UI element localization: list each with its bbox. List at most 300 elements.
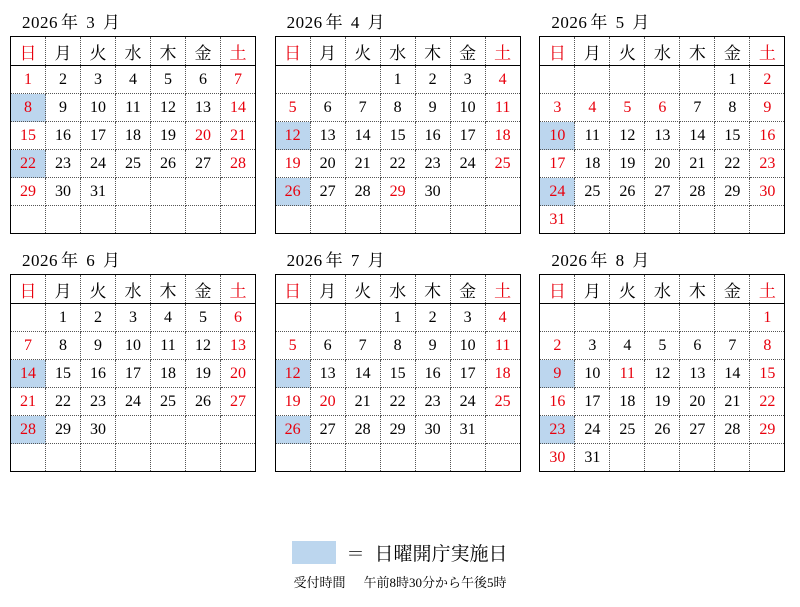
calendar-day-cell: 13 [645,122,680,150]
calendar-day-cell: 5 [275,94,310,122]
calendar-empty-cell [46,206,81,234]
calendar-empty-cell [645,206,680,234]
calendar-empty-cell [310,206,345,234]
calendar-day-cell: 10 [81,94,116,122]
calendar-day-cell: 28 [715,416,750,444]
calendar-month-2026-3 [10,6,256,234]
calendar-week-row [275,206,520,234]
calendar-day-cell: 30 [415,416,450,444]
calendar-month-2026-6 [10,244,256,472]
calendar-week-row [540,388,785,416]
calendar-empty-cell [750,444,785,472]
calendar-week-row [540,360,785,388]
calendar-day-cell: 22 [46,388,81,416]
weekday-header-cell: 土 [750,37,785,66]
calendar-day-cell: 14 [680,122,715,150]
calendar-day-cell: 25 [485,388,520,416]
calendar-year-suffix: 年 [325,251,344,270]
calendar-day-cell: 15 [11,122,46,150]
calendar-day-cell: 4 [485,304,520,332]
calendar-empty-cell [715,444,750,472]
weekday-header-cell: 月 [46,37,81,66]
weekday-header-cell: 火 [81,37,116,66]
weekday-header-cell: 水 [116,37,151,66]
calendar-day-cell: 29 [750,416,785,444]
calendar-week-row [540,122,785,150]
calendar-day-cell: 26 [275,416,310,444]
calendar-day-cell: 8 [750,332,785,360]
calendar-empty-cell [116,444,151,472]
calendar-empty-cell [715,206,750,234]
calendar-day-cell: 4 [575,94,610,122]
calendar-day-cell: 20 [310,388,345,416]
calendar-week-row [540,150,785,178]
weekday-header-cell: 日 [11,37,46,66]
calendar-day-cell: 18 [485,360,520,388]
calendar-empty-cell [540,66,575,94]
calendar-empty-cell [380,206,415,234]
calendar-day-cell: 16 [81,360,116,388]
calendar-day-cell: 19 [275,150,310,178]
calendar-day-cell: 25 [575,178,610,206]
calendar-day-cell: 11 [485,332,520,360]
calendar-day-cell: 2 [46,66,81,94]
calendar-day-cell: 4 [485,66,520,94]
calendar-month-title [10,6,256,36]
calendar-day-cell: 15 [46,360,81,388]
calendar-day-cell: 19 [186,360,221,388]
calendar-day-cell: 9 [46,94,81,122]
calendar-day-cell: 11 [116,94,151,122]
calendar-day-cell: 5 [645,332,680,360]
weekday-header-cell: 金 [450,275,485,304]
calendar-empty-cell [275,66,310,94]
calendar-empty-cell [275,304,310,332]
calendar-day-cell: 3 [450,66,485,94]
calendar-week-row [11,388,256,416]
weekday-header-cell: 日 [275,275,310,304]
calendar-empty-cell [645,66,680,94]
calendar-day-cell: 8 [715,94,750,122]
calendar-day-cell: 15 [715,122,750,150]
calendar-day-cell: 7 [11,332,46,360]
calendar-day-cell: 23 [750,150,785,178]
calendar-month-title [10,244,256,274]
calendar-empty-cell [485,206,520,234]
calendar-day-cell: 27 [310,416,345,444]
calendar-table [275,36,521,234]
calendar-day-cell: 10 [540,122,575,150]
weekday-header-cell: 木 [151,275,186,304]
calendar-empty-cell [575,304,610,332]
calendar-day-cell: 30 [415,178,450,206]
calendar-day-cell: 18 [116,122,151,150]
weekday-header-cell: 土 [221,275,256,304]
calendar-empty-cell [575,66,610,94]
calendar-day-cell: 24 [81,150,116,178]
legend-label: 日曜開庁実施日 [374,544,508,565]
calendar-empty-cell [750,206,785,234]
calendar-day-cell: 10 [116,332,151,360]
calendar-empty-cell [116,206,151,234]
weekday-header-cell: 水 [380,37,415,66]
calendar-empty-cell [645,304,680,332]
calendar-empty-cell [380,444,415,472]
calendar-day-cell: 7 [345,94,380,122]
calendar-week-row [540,94,785,122]
calendar-empty-cell [575,206,610,234]
calendar-day-cell: 18 [575,150,610,178]
calendar-year-suffix: 年 [325,13,344,32]
calendar-month-title [275,6,521,36]
calendar-month-value: 3 [86,13,96,32]
weekday-header-cell: 土 [485,37,520,66]
calendar-day-cell: 27 [645,178,680,206]
calendar-day-cell: 31 [540,206,575,234]
calendar-empty-cell [415,206,450,234]
calendar-table [539,274,785,472]
calendar-day-cell: 19 [610,150,645,178]
weekday-header-cell: 木 [680,275,715,304]
weekday-header-cell: 水 [645,275,680,304]
calendar-day-cell: 12 [645,360,680,388]
calendar-week-row [275,122,520,150]
calendar-day-cell: 22 [11,150,46,178]
calendar-day-cell: 6 [680,332,715,360]
calendar-year-suffix: 年 [61,13,79,32]
calendar-empty-cell [221,416,256,444]
calendar-month-value: 5 [615,13,625,32]
calendar-day-cell: 8 [46,332,81,360]
weekday-header-cell: 火 [345,275,380,304]
calendar-day-cell: 26 [151,150,186,178]
calendar-year-value: 2026 [286,13,323,32]
calendar-day-cell: 21 [680,150,715,178]
calendar-empty-cell [151,206,186,234]
calendar-day-cell: 20 [645,150,680,178]
calendar-day-cell: 18 [485,122,520,150]
calendar-month-suffix: 月 [103,251,121,270]
calendar-day-cell: 19 [275,388,310,416]
calendar-empty-cell [610,444,645,472]
calendar-empty-cell [116,178,151,206]
calendar-day-cell: 2 [540,332,575,360]
calendar-empty-cell [680,206,715,234]
weekday-header-cell: 水 [380,275,415,304]
weekday-header-cell: 火 [81,275,116,304]
legend-note-value: 午前8時30分から午後5時 [363,575,507,590]
calendar-day-cell: 8 [380,332,415,360]
calendar-week-row [275,332,520,360]
calendar-day-cell: 27 [310,178,345,206]
weekday-header-cell: 月 [310,37,345,66]
calendar-day-cell: 5 [610,94,645,122]
calendar-day-cell: 3 [450,304,485,332]
weekday-header-cell: 火 [610,275,645,304]
weekday-header-cell: 月 [310,275,345,304]
calendar-day-cell: 28 [345,178,380,206]
calendar-day-cell: 14 [715,360,750,388]
calendar-empty-cell [81,206,116,234]
calendar-week-row [540,444,785,472]
calendar-day-cell: 28 [221,150,256,178]
calendar-empty-cell [610,66,645,94]
calendar-day-cell: 15 [380,360,415,388]
calendar-empty-cell [540,304,575,332]
calendar-day-cell: 24 [116,388,151,416]
calendar-empty-cell [715,304,750,332]
legend-note [0,572,800,591]
calendar-empty-cell [345,304,380,332]
calendar-day-cell: 12 [610,122,645,150]
weekday-header-cell: 木 [680,37,715,66]
calendar-day-cell: 26 [610,178,645,206]
calendar-empty-cell [485,444,520,472]
calendar-day-cell: 9 [81,332,116,360]
calendar-day-cell: 10 [450,94,485,122]
calendar-day-cell: 20 [186,122,221,150]
calendar-week-row [275,150,520,178]
calendar-empty-cell [345,444,380,472]
calendar-empty-cell [310,66,345,94]
calendar-day-cell: 17 [116,360,151,388]
weekday-header-cell: 木 [415,275,450,304]
calendar-empty-cell [186,178,221,206]
calendar-day-cell: 31 [450,416,485,444]
calendar-day-cell: 10 [450,332,485,360]
calendar-day-cell: 23 [415,388,450,416]
calendar-day-cell: 7 [345,332,380,360]
calendar-day-cell: 15 [750,360,785,388]
calendar-day-cell: 1 [750,304,785,332]
calendar-day-cell: 23 [81,388,116,416]
calendar-week-row [11,66,256,94]
weekday-header-cell: 火 [610,37,645,66]
calendar-day-cell: 11 [485,94,520,122]
calendar-day-cell: 16 [540,388,575,416]
calendar-week-row [11,360,256,388]
calendar-day-cell: 23 [415,150,450,178]
calendar-month-suffix: 月 [103,13,121,32]
calendar-day-cell: 12 [275,122,310,150]
calendar-table [10,36,256,234]
open-sunday-color-swatch [292,541,336,564]
calendar-day-cell: 24 [540,178,575,206]
calendar-day-cell: 14 [345,360,380,388]
calendar-day-cell: 11 [610,360,645,388]
legend-note-label: 受付時間 [293,575,346,590]
calendar-year-suffix: 年 [590,251,608,270]
calendar-month-value: 4 [350,13,360,32]
weekday-header-cell: 火 [345,37,380,66]
calendar-year-suffix: 年 [590,13,608,32]
calendar-week-row [11,304,256,332]
calendar-day-cell: 27 [680,416,715,444]
calendar-empty-cell [680,66,715,94]
calendar-day-cell: 2 [415,304,450,332]
calendar-year-value: 2026 [551,251,588,270]
calendar-day-cell: 20 [221,360,256,388]
calendar-empty-cell [680,304,715,332]
calendar-empty-cell [450,444,485,472]
calendar-day-cell: 14 [221,94,256,122]
calendar-day-cell: 30 [46,178,81,206]
calendar-day-cell: 17 [81,122,116,150]
calendar-day-cell: 9 [750,94,785,122]
calendar-day-cell: 21 [715,388,750,416]
calendar-day-cell: 17 [450,122,485,150]
calendar-week-row [540,66,785,94]
calendar-empty-cell [11,444,46,472]
calendar-day-cell: 29 [11,178,46,206]
calendar-day-cell: 17 [575,388,610,416]
weekday-header-cell: 土 [221,37,256,66]
calendar-day-cell: 13 [680,360,715,388]
calendar-month-suffix: 月 [367,251,386,270]
calendar-day-cell: 16 [415,122,450,150]
calendar-empty-cell [645,444,680,472]
calendar-day-cell: 6 [186,66,221,94]
calendar-empty-cell [221,206,256,234]
calendar-year-value: 2026 [22,13,58,32]
calendar-month-2026-5 [539,6,785,234]
calendar-year-suffix: 年 [61,251,79,270]
calendar-week-row [11,444,256,472]
calendar-week-row [275,388,520,416]
weekday-header-row [540,37,785,66]
calendar-table [539,36,785,234]
calendar-empty-cell [610,304,645,332]
calendar-day-cell: 1 [46,304,81,332]
calendar-empty-cell [221,178,256,206]
calendar-day-cell: 1 [11,66,46,94]
calendar-day-cell: 9 [540,360,575,388]
calendar-day-cell: 9 [415,94,450,122]
calendar-day-cell: 2 [750,66,785,94]
weekday-header-cell: 日 [540,275,575,304]
calendar-day-cell: 9 [415,332,450,360]
calendar-empty-cell [151,444,186,472]
calendar-week-row [275,360,520,388]
calendar-week-row [275,416,520,444]
calendar-day-cell: 25 [151,388,186,416]
calendar-day-cell: 21 [345,150,380,178]
legend-equals-sign: ＝ [346,543,365,564]
calendar-day-cell: 3 [540,94,575,122]
calendar-month-title [539,6,785,36]
calendar-day-cell: 1 [380,66,415,94]
calendar-day-cell: 4 [610,332,645,360]
calendar-day-cell: 28 [680,178,715,206]
calendar-day-cell: 15 [380,122,415,150]
calendar-day-cell: 6 [221,304,256,332]
calendar-day-cell: 2 [81,304,116,332]
calendar-table [275,274,521,472]
calendar-week-row [275,178,520,206]
calendar-empty-cell [151,178,186,206]
calendar-week-row [11,94,256,122]
calendar-month-2026-7 [275,244,521,472]
calendar-day-cell: 22 [750,388,785,416]
calendar-day-cell: 2 [415,66,450,94]
calendar-day-cell: 4 [116,66,151,94]
calendar-day-cell: 5 [151,66,186,94]
calendar-day-cell: 5 [186,304,221,332]
calendar-day-cell: 29 [380,178,415,206]
calendar-empty-cell [345,66,380,94]
calendar-day-cell: 7 [715,332,750,360]
calendar-day-cell: 1 [715,66,750,94]
weekday-header-cell: 水 [645,37,680,66]
weekday-header-row [275,275,520,304]
weekday-header-cell: 月 [46,275,81,304]
calendar-day-cell: 1 [380,304,415,332]
calendar-day-cell: 29 [715,178,750,206]
calendar-month-suffix: 月 [367,13,386,32]
calendar-day-cell: 23 [46,150,81,178]
calendar-day-cell: 6 [645,94,680,122]
calendar-day-cell: 12 [275,360,310,388]
calendar-year-value: 2026 [286,251,323,270]
calendar-day-cell: 17 [450,360,485,388]
calendar-day-cell: 12 [151,94,186,122]
calendar-month-2026-8 [539,244,785,472]
calendar-day-cell: 19 [645,388,680,416]
calendar-month-title [539,244,785,274]
weekday-header-cell: 金 [186,37,221,66]
calendar-empty-cell [11,206,46,234]
calendar-day-cell: 18 [151,360,186,388]
calendar-empty-cell [450,206,485,234]
calendar-week-row [11,332,256,360]
calendar-empty-cell [310,444,345,472]
calendar-day-cell: 22 [380,388,415,416]
calendar-week-row [275,66,520,94]
weekday-header-cell: 金 [715,37,750,66]
calendar-day-cell: 21 [11,388,46,416]
calendar-day-cell: 13 [310,360,345,388]
calendar-empty-cell [151,416,186,444]
calendar-day-cell: 6 [310,332,345,360]
calendar-day-cell: 21 [345,388,380,416]
calendar-day-cell: 18 [610,388,645,416]
weekday-header-row [11,37,256,66]
calendar-day-cell: 20 [310,150,345,178]
calendar-day-cell: 13 [221,332,256,360]
calendar-week-row [540,416,785,444]
weekday-header-cell: 日 [11,275,46,304]
calendar-empty-cell [310,304,345,332]
weekday-header-cell: 水 [116,275,151,304]
weekday-header-cell: 木 [415,37,450,66]
calendar-day-cell: 16 [415,360,450,388]
calendar-empty-cell [345,206,380,234]
calendar-day-cell: 17 [540,150,575,178]
calendar-day-cell: 26 [645,416,680,444]
calendar-day-cell: 27 [221,388,256,416]
calendar-empty-cell [450,178,485,206]
calendar-empty-cell [81,444,116,472]
calendar-week-row [275,304,520,332]
calendar-empty-cell [116,416,151,444]
calendar-day-cell: 3 [575,332,610,360]
calendar-day-cell: 29 [46,416,81,444]
calendar-day-cell: 7 [221,66,256,94]
calendar-week-row [11,122,256,150]
calendar-day-cell: 25 [485,150,520,178]
calendar-month-suffix: 月 [632,251,650,270]
calendar-empty-cell [275,206,310,234]
